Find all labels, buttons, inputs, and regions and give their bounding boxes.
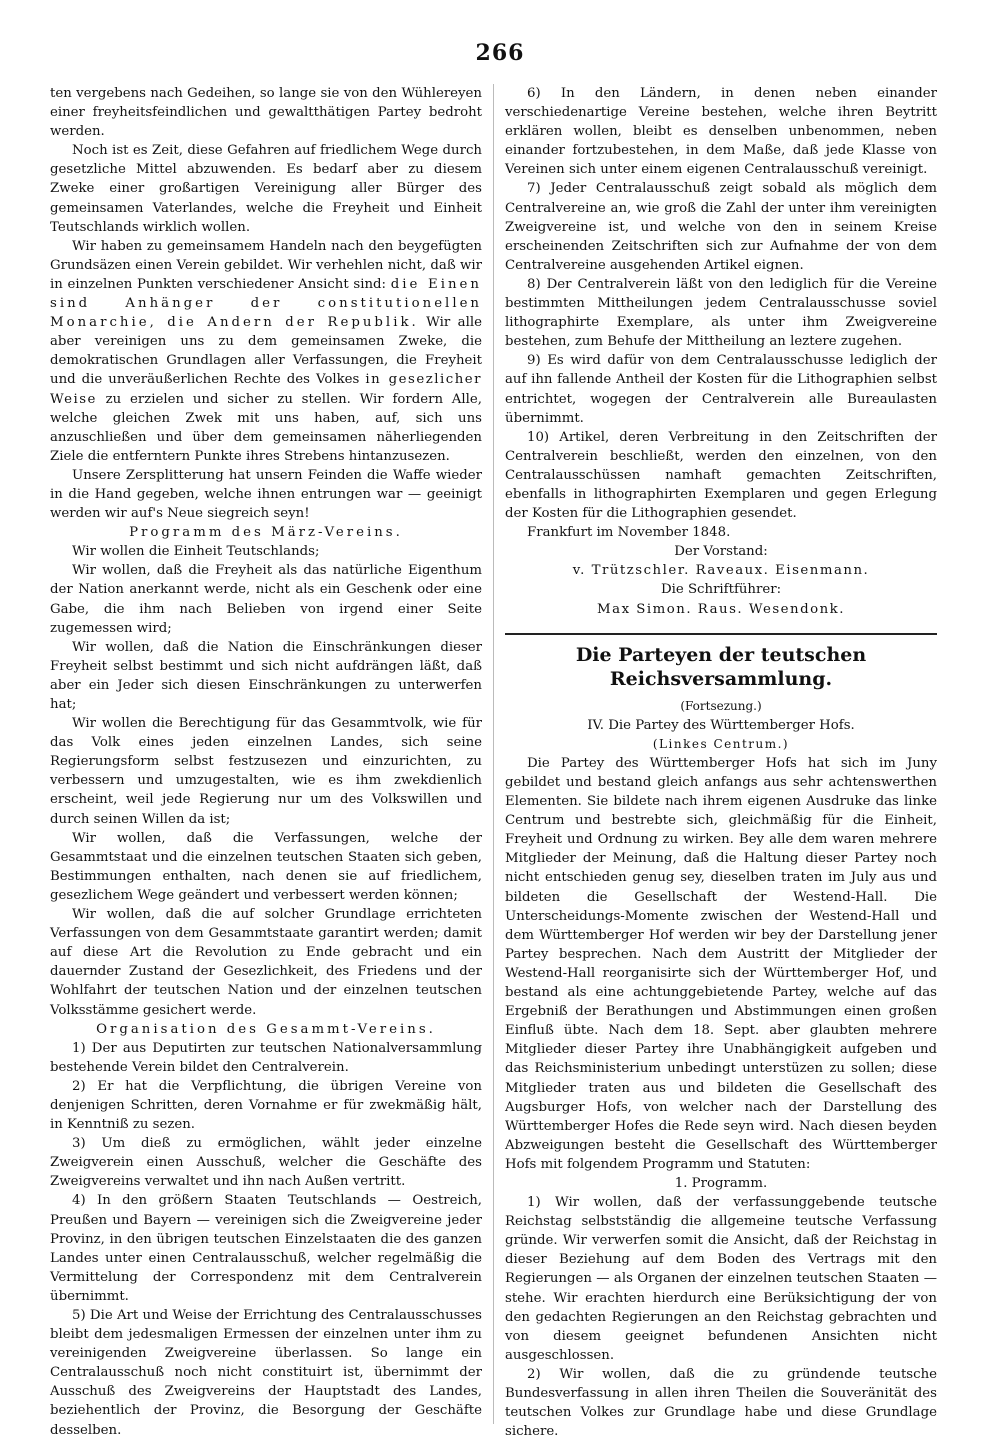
paragraph: 7) Jeder Centralausschuß zeigt sobald als möglich dem Centralvereine an, wie groß die Zahl der unter ihm vereinigten Zweigvereine ist, und welche von den in seinem Kreise erscheinenden Zeitschriften sich zur Aufnahme der von dem Centralvereine ausgehenden Artikel eignen.	[505, 181, 937, 273]
subheading: 1. Programm.	[674, 1175, 768, 1191]
paragraph: Noch ist es Zeit, diese Gefahren auf friedlichem Wege durch gesetzliche Mittel abzuwenden. Es bedarf aber zu diesem Zweke einer großartigen Vereinigung aller Bürger des gemeinsamen Vaterlandes, welche die Freyheit und Einheit Teutschlands wirklich wollen.	[50, 143, 482, 235]
paragraph: Unsere Zersplitterung hat unsern Feinden die Waffe wieder in die Hand gegeben, welche ihnen entrungen war — geeinigt werden wir auf's Neue siegreich seyn!	[50, 467, 482, 522]
paragraph: ten vergebens nach Gedeihen, so lange sie von den Wühlereyen einer freyheitsfeindlichen und gewaltthätigen Partey bedroht werden.	[50, 86, 482, 140]
paragraph: 9) Es wird dafür von dem Centralausschusse lediglich der auf ihn fallende Antheil der Kosten für die Lithographien selbst entrichtet, wogegen der Centralverein alle Bureaulasten übernimmt.	[505, 353, 937, 426]
paragraph: 10) Artikel, deren Verbreitung in den Zeitschriften der Centralverein beschließt, werden den einzelnen, von den Centralausschüssen namhaft gemachten Zeitschriften, ebenfalls in lithographirten Exemplaren und gegen Erlegung der Kosten für die Lithographien gesendet.	[505, 429, 937, 522]
section-rule	[505, 633, 937, 635]
paragraph: 6) In den Ländern, in denen neben einander verschiedenartige Vereine bestehen, welche ihren Beytritt erklären wollen, bleibt es denselben unbenommen, neben einander fortzubestehen, in dem Maße, daß jede Klasse von Vereinen sich unter einem eigenen Centralausschuß vereinigt.	[505, 86, 937, 178]
article-title: Die Parteyen der teutschen Reichsversammlung.	[575, 643, 867, 690]
subsection-heading: (Linkes Centrum.)	[652, 736, 790, 751]
text-run: Wir alle aber vereinigen uns zu dem gemeinsamen Zweke, die demokratischen Grundlagen aller Verfassungen, die Freyheit und die unveräußerlichen Rechte des Volkes	[50, 315, 482, 388]
dateline: Frankfurt im November 1848.	[527, 525, 731, 541]
section-heading: IV. Die Partey des Württemberger Hofs.	[587, 717, 855, 733]
section-heading: Organisation des Gesammt-Vereins.	[96, 1021, 436, 1037]
paragraph: Wir wollen, daß die Freyheit als das natürliche Eigenthum der Nation anerkannt werde, nicht als ein Geschenk oder eine Gabe, die ihm nach Belieben von irgend einer Seite zugemessen wird;	[50, 563, 482, 636]
paragraph: Wir wollen, daß die Nation die Einschränkungen dieser Freyheit selbst bestimmt und sich nicht aufdrängen läßt, daß aber ein Jeder sich diesen Einschränkungen zu unterwerfen hat;	[50, 639, 482, 712]
section-heading: Programm des März-Vereins.	[129, 525, 403, 541]
signature-names: v. Trützschler. Raveaux. Eisenmann.	[572, 563, 870, 579]
right-column	[505, 84, 937, 1441]
paragraph: 2) Wir wollen, daß die zu gründende teutsche Bundesverfassung in allen ihren Theilen die Souveränität des teutschen Volkes zur Grundlage habe und diese Grundlage sichere.	[505, 1366, 937, 1440]
column-divider	[493, 84, 494, 1424]
paragraph: 3) Um dieß zu ermöglichen, wählt jeder einzelne Zweigverein einen Ausschuß, welcher die Geschäfte des Zweigvereins verwaltet und ihn nach Außen vertritt.	[50, 1136, 482, 1190]
paragraph: Wir wollen, daß die auf solcher Grundlage errichteten Verfassungen von dem Gesammtstaate garantirt werden; damit auf diese Art die Revolution zu Ende gebracht und ein dauernder Zustand der Gesezlichkeit, des Friedens und der Wohlfahrt der teutschen Nation und der einzelnen teutschen Volksstämme gesichert werde.	[50, 907, 482, 1018]
paragraph: 4) In den größern Staaten Teutschlands — Oestreich, Preußen und Bayern — vereinigen sich die Zweigvereine jeder Provinz, in den übrigen teutschen Einzelstaaten die des ganzen Landes unter einen Centralausschuß, welcher regelmäßig die Vermittelung der Correspondenz mit dem Centralverein übernimmt.	[50, 1193, 482, 1304]
paragraph: 5) Die Art und Weise der Errichtung des Centralausschusses bleibt dem jedesmaligen Ermessen der einzelnen unter ihm zu vereinigenden Zweigvereine überlassen. So lange ein Centralausschuß noch nicht constituirt ist, übernimmt der Ausschuß des Zweigvereins der Hauptstadt des Landes, beziehentlich der Provinz, die Besorgung der Geschäfte desselben.	[50, 1308, 482, 1438]
left-column	[50, 84, 482, 1440]
text-run: Wir haben zu gemeinsamem Handeln nach den beygefügten Grundsäzen einen Verein gebildet. Wir verhehlen nicht, daß wir in einzelnen Punkten verschiedener Ansicht sind:	[50, 238, 482, 292]
paragraph: Wir wollen die Einheit Teutschlands;	[72, 544, 320, 560]
paragraph: 1) Der aus Deputirten zur teutschen Nationalversammlung bestehende Verein bildet den Centralverein.	[50, 1040, 482, 1075]
paragraph: 8) Der Centralverein läßt von den lediglich für die Vereine bestimmten Mittheilungen jedem Centralausschusse soviel lithographirte Exemplare, als unter ihm Zweigvereine bestehen, zum Behufe der Mittheilung an leztere zugehen.	[505, 276, 937, 350]
signature-names: Max Simon. Raus. Wesendonk.	[597, 601, 845, 617]
emphasized-text: die Einen sind Anhänger der constitutionellen Monarchie, die Andern der Republik.	[50, 276, 482, 331]
signature-label: Die Schriftführer:	[660, 582, 782, 598]
paragraph: Wir wollen die Berechtigung für das Gesammtvolk, wie für das Volk eines jeden einzelnen Landes, sich seine Regierungsform selbst festzusezen und einzurichten, zu verbessern und umzugestalten, wie es ihm zwekdienlich erscheint, weil jede Regierung nur um des Volkswillen und durch seinen Willen da ist;	[50, 716, 482, 827]
signature-label: Der Vorstand:	[674, 544, 768, 560]
text-run: zu erzielen und sicher zu stellen. Wir fordern Alle, welche gleichen Zwek mit uns haben, auf, sich uns anzuschließen und über dem gemeinsamen näherliegenden Ziele die entferntern Punkte ihres Strebens hintanzusezen.	[50, 391, 482, 464]
paragraph: 1) Wir wollen, daß der verfassunggebende teutsche Reichstag selbstständig die allgemeine teutsche Verfassung gründe. Wir verwerfen somit die Ansicht, daß der Reichstag in dieser Beziehung auf dem Boden des Vertrags mit den Regierungen — als Organen der einzelnen teutschen Staaten — stehe. Wir erachten hierdurch eine Berüksichtigung der von den gedachten Regierungen an den Reichstag gebrachten und von diesem geeignet befundenen Ansichten nicht ausgeschlossen.	[505, 1195, 937, 1363]
paragraph: Die Partey des Württemberger Hofs hat sich im Juny gebildet und bestand gleich anfangs aus sehr achtenswerthen Elementen. Sie bildete nach ihrem eigenen Ausdruke das linke Centrum und bestrebte sich, gleichmäßig für die Einheit, Freyheit und Ordnung zu wirken. Bey alle dem waren mehrere Mitglieder der Meinung, daß die Haltung dieser Partey noch nicht entschieden genug sey, dieselben traten im July aus und bildeten die Gesellschaft der Westend-Hall. Die Unterscheidungs-Momente zwischen der Westend-Hall und dem Württemberger Hof werden wir bey der Darstellung jener Partey besprechen. Nach dem Austritt der Mitglieder der Westend-Hall reorganisirte sich der Württemberger Hof, und bestand als eine achtunggebietende Partey, welche auf das Ergebniß der Berathungen und Abstimmungen einen großen Einfluß übte. Nach dem 18. Sept. aber glaubten mehrere Mitglieder dieser Partey ihre Unabhängigkeit aufgeben und das Reichsministerium unbedingt unterstüzen zu sollen; diese Mitglieder traten aus und bildeten die Gesellschaft des Augsburger Hofs, von welcher nach der Darstellung des Württemberger Hofes die Rede seyn wird. Nach diesen beyden Abzweigungen besteht die Gesellschaft des Württemberger Hofs mit folgendem Programm und Statuten:	[505, 755, 937, 1172]
paragraph	[50, 237, 482, 466]
paragraph: Wir wollen, daß die Verfassungen, welche der Gesammtstaat und die einzelnen teutschen Staaten sich geben, Bestimmungen enthalten, nach denen sie auf friedlichem, gesezlichem Wege geändert und verbessert werden können;	[50, 830, 482, 903]
page-number: 266	[475, 40, 525, 66]
emphasized-text: in gesezlicher Weise	[50, 372, 482, 407]
paragraph: 2) Er hat die Verpflichtung, die übrigen Vereine von denjenigen Schritten, deren Vornahme er für zwekmäßig hält, in Kenntniß zu sezen.	[50, 1078, 482, 1133]
continuation-note: (Fortsezung.)	[680, 698, 762, 713]
